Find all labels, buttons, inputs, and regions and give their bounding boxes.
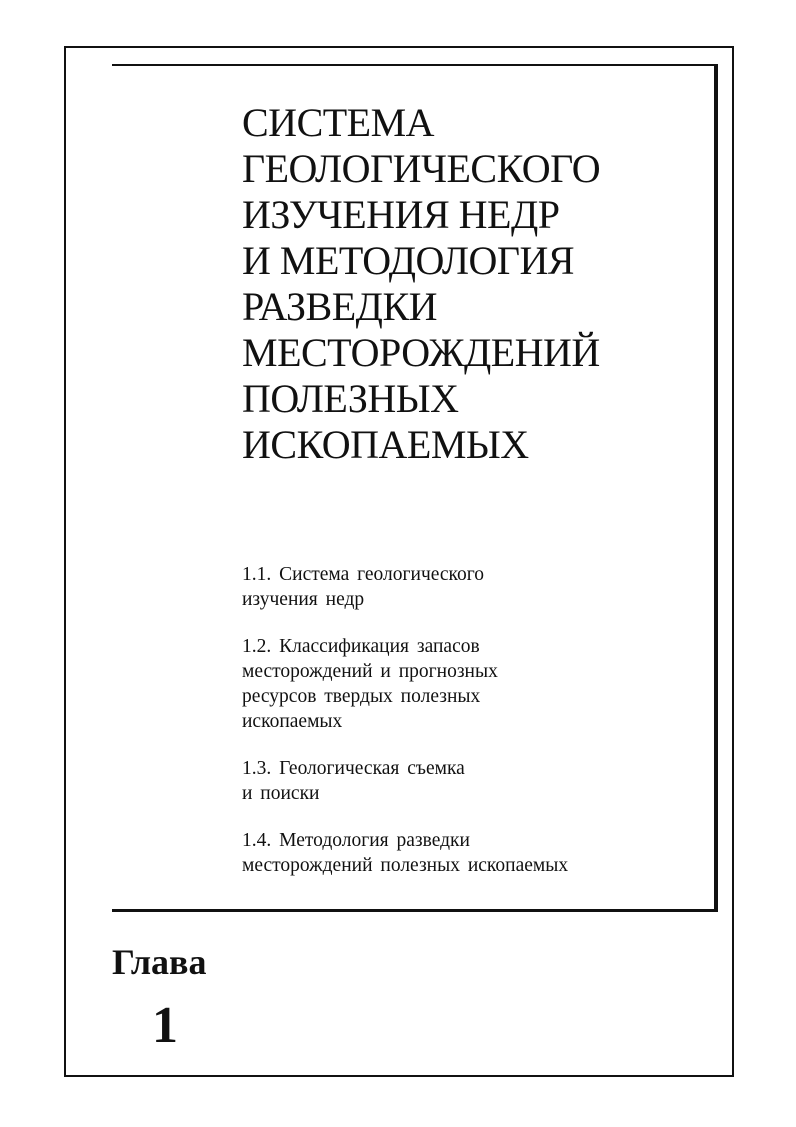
section-entry-line: 1.2. Классификация запасов	[242, 636, 480, 657]
section-entry-1-1	[242, 562, 702, 612]
section-contents-list	[242, 562, 702, 900]
title-line: ПОЛЕЗНЫХ	[242, 376, 459, 421]
section-entry-line: месторождений и прогнозных	[242, 661, 498, 682]
section-entry-line: 1.3. Геологическая съемка	[242, 758, 465, 779]
section-entry-line: 1.1. Система геологического	[242, 564, 485, 585]
section-entry-1-3	[242, 756, 702, 806]
title-line: МЕСТОРОЖДЕНИЙ	[242, 330, 600, 375]
title-line: ГЕОЛОГИЧЕСКОГО	[242, 146, 601, 191]
section-entry-1-4	[242, 828, 702, 878]
section-entry-line: ресурсов твердых полезных	[242, 686, 481, 707]
title-line: ИСКОПАЕМЫХ	[242, 422, 529, 467]
section-entry-line: изучения недр	[242, 589, 365, 610]
chapter-title	[242, 100, 702, 468]
title-line: И МЕТОДОЛОГИЯ	[242, 238, 575, 283]
section-entry-line: 1.4. Методология разведки	[242, 830, 470, 851]
chapter-label: Глава	[112, 942, 207, 982]
title-line: РАЗВЕДКИ	[242, 284, 438, 329]
title-line: ИЗУЧЕНИЯ НЕДР	[242, 192, 560, 237]
section-entry-line: и поиски	[242, 783, 320, 804]
section-entry-line: месторождений полезных ископаемых	[242, 855, 569, 876]
title-line: СИСТЕМА	[242, 100, 435, 145]
section-entry-line: ископаемых	[242, 711, 343, 732]
section-entry-1-2	[242, 634, 702, 734]
chapter-number: 1	[152, 997, 178, 1054]
